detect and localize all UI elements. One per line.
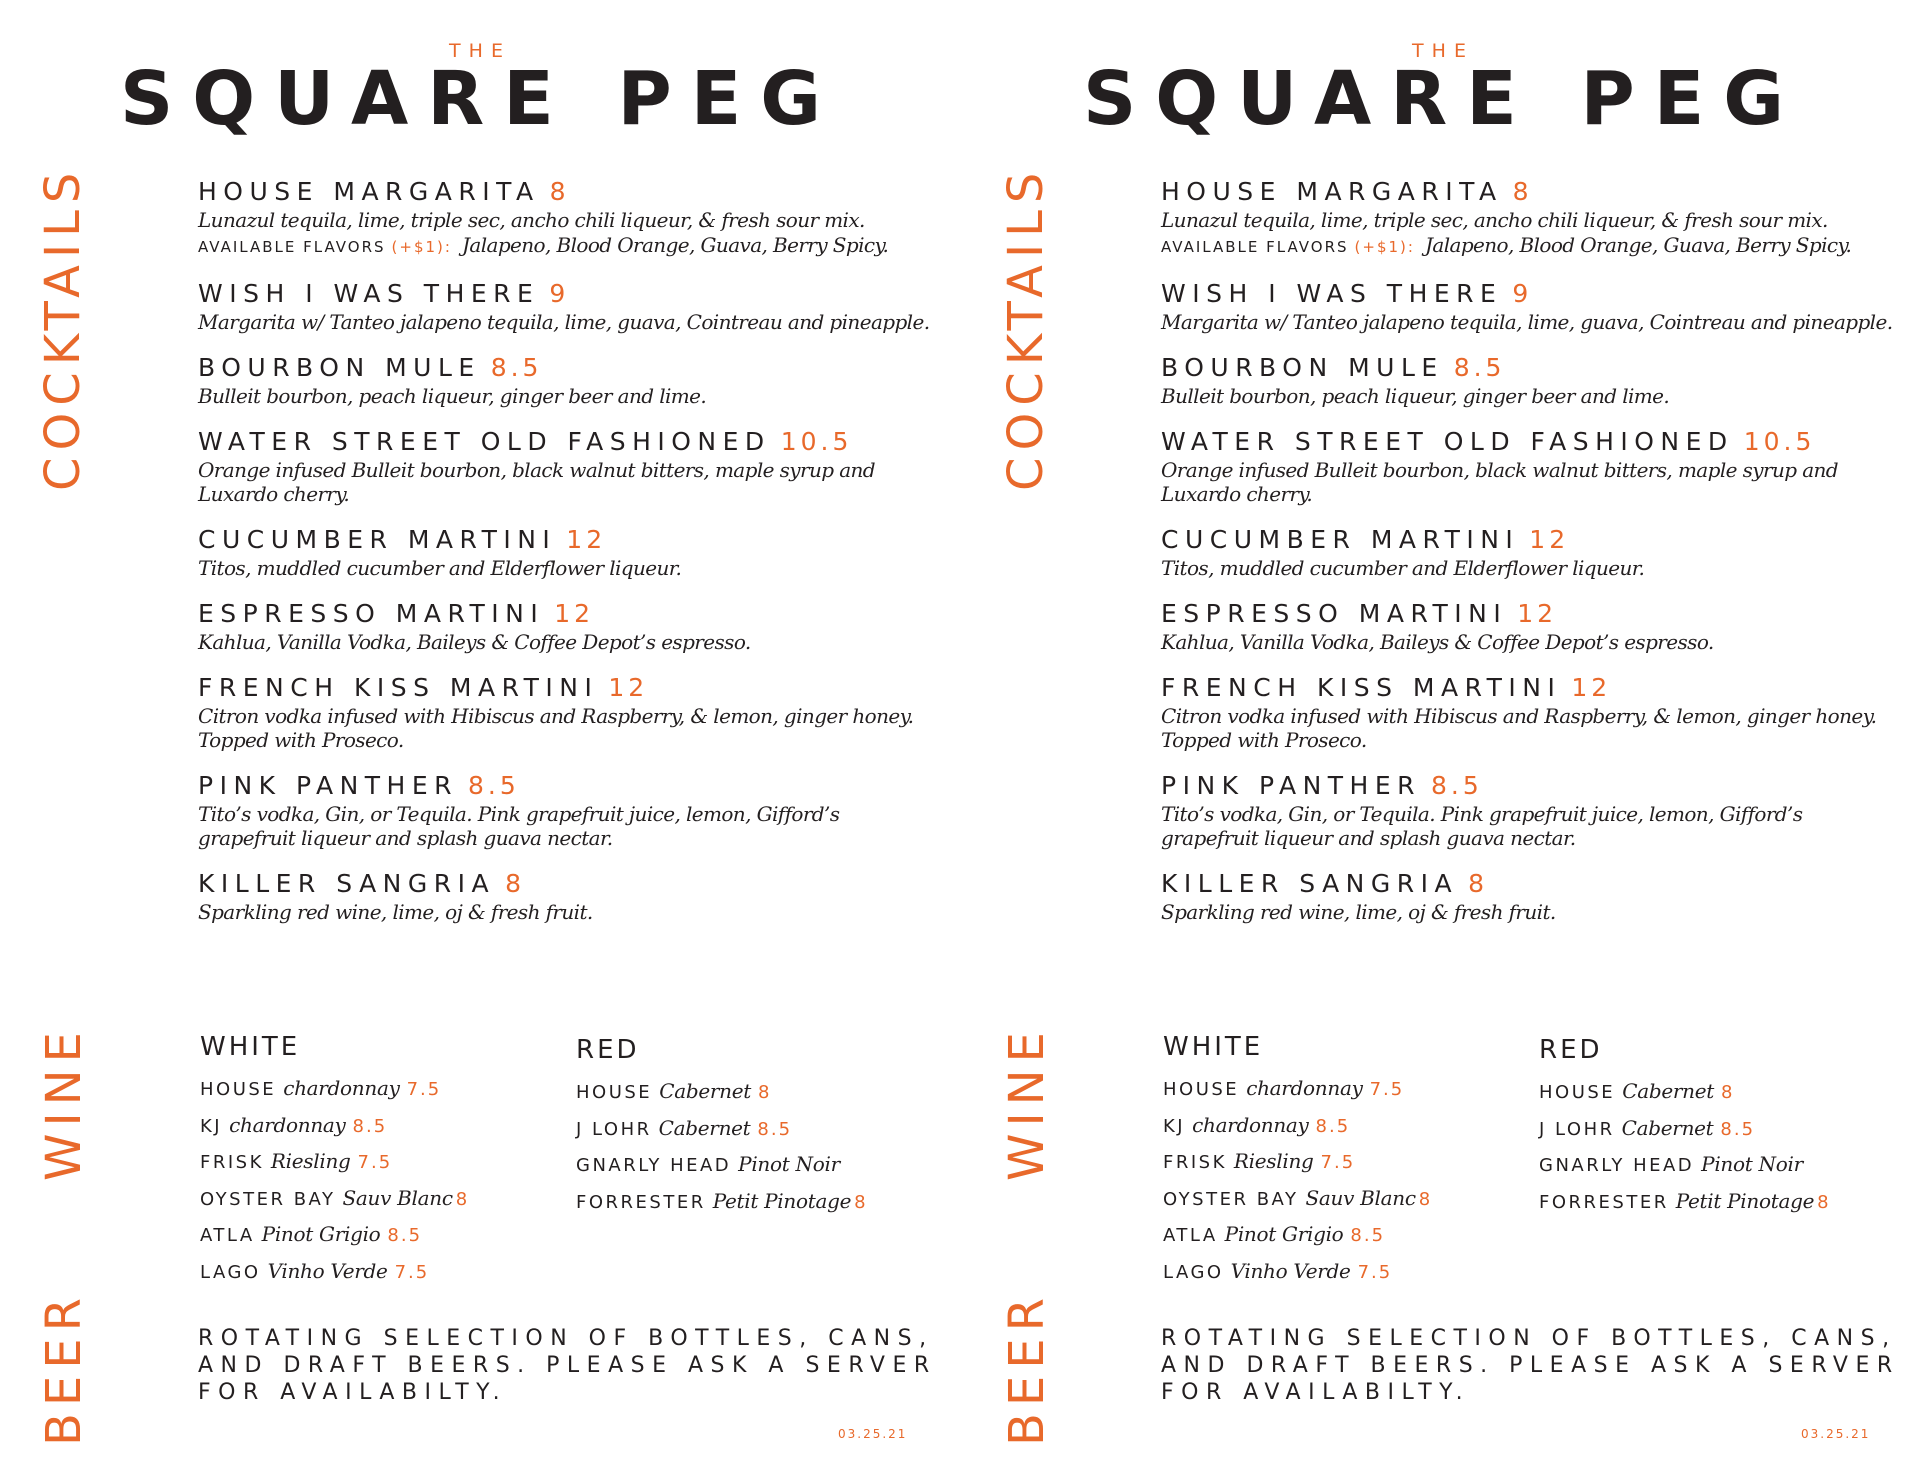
menu-date: 03.25.21 <box>1801 1427 1871 1441</box>
section-label-cocktails: COCKTAILS <box>998 165 1054 491</box>
cocktail-name: FRENCH KISS MARTINI <box>198 673 599 702</box>
red-wine-heading: RED <box>1539 1035 1603 1065</box>
flavors-label: AVAILABLE FLAVORS <box>198 238 386 256</box>
red-wine-list <box>1539 1033 1831 1223</box>
red-wine-list <box>576 1033 868 1223</box>
wine-item <box>200 1074 469 1111</box>
cocktail-item <box>1161 176 1901 260</box>
cocktail-item <box>198 426 938 506</box>
cocktail-name-line <box>198 672 938 704</box>
cocktail-name-line <box>198 598 938 630</box>
wine-price: 8 <box>757 1082 772 1103</box>
cocktail-description: Bulleit bourbon, peach liqueur, ginger beer and lime. <box>198 384 707 408</box>
cocktail-price: 8.5 <box>1431 771 1483 800</box>
cocktail-description: Kahlua, Vanilla Vodka, Baileys & Coffee Depot’s espresso. <box>1161 630 1714 654</box>
wine-producer: OYSTER BAY <box>200 1188 336 1210</box>
cocktail-item <box>198 176 938 260</box>
flavors-list: Jalapeno, Blood Orange, Guava, Berry Spicy. <box>1424 233 1852 257</box>
wine-producer: ATLA <box>200 1225 255 1246</box>
wine-item <box>1539 1077 1831 1114</box>
wine-producer: ATLA <box>1163 1225 1218 1246</box>
wine-price: 8 <box>455 1188 470 1210</box>
wine-variety: Riesling <box>270 1149 351 1173</box>
cocktail-description: Sparkling red wine, lime, oj & fresh fruit. <box>198 900 593 924</box>
cocktail-description: Citron vodka infused with Hibiscus and Raspberry, & lemon, ginger honey. Topped with Proseco. <box>198 704 914 752</box>
wine-variety: chardonnay <box>229 1112 346 1137</box>
cocktail-name-line <box>1161 176 1901 208</box>
wine-producer: HOUSE <box>1539 1082 1616 1103</box>
wine-producer: HOUSE <box>576 1082 653 1103</box>
cocktail-description: Sparkling red wine, lime, oj & fresh fruit. <box>1161 900 1556 924</box>
wine-producer: FORRESTER <box>1539 1191 1669 1213</box>
cocktail-price: 12 <box>1571 673 1612 702</box>
cocktail-name: BOURBON MULE <box>1161 353 1444 382</box>
cocktail-description: Kahlua, Vanilla Vodka, Baileys & Coffee Depot’s espresso. <box>198 630 751 654</box>
cocktail-name-line <box>1161 672 1901 704</box>
wine-producer: GNARLY HEAD <box>576 1155 732 1176</box>
wine-item <box>576 1114 868 1151</box>
section-label-cocktails: COCKTAILS <box>35 165 91 491</box>
cocktail-price: 9 <box>549 279 570 308</box>
wine-producer: KJ <box>200 1115 223 1137</box>
cocktail-name-line <box>198 524 938 556</box>
wine-variety: Riesling <box>1233 1149 1314 1173</box>
header-the: THE <box>1412 40 1474 62</box>
cocktail-item <box>1161 278 1901 334</box>
wine-price: 8.5 <box>1720 1118 1756 1140</box>
cocktail-item <box>198 352 938 408</box>
wine-producer: LAGO <box>1163 1261 1224 1283</box>
cocktail-item <box>198 598 938 654</box>
cocktail-description: Titos, muddled cucumber and Elderflower liqueur. <box>1161 556 1645 580</box>
cocktail-price: 8.5 <box>468 771 520 800</box>
wine-item <box>576 1077 868 1114</box>
wine-item <box>1163 1147 1432 1184</box>
wine-item <box>1163 1220 1432 1257</box>
wine-price: 8 <box>1817 1191 1831 1213</box>
cocktail-item <box>1161 352 1901 408</box>
wine-producer: FORRESTER <box>576 1191 706 1213</box>
wine-producer: J LOHR <box>1539 1118 1615 1140</box>
white-wine-heading: WHITE <box>1163 1032 1264 1062</box>
cocktail-price: 8.5 <box>490 353 543 382</box>
cocktail-list <box>198 176 938 942</box>
cocktail-name-line <box>1161 278 1901 310</box>
cocktail-name: HOUSE MARGARITA <box>198 177 540 206</box>
cocktail-name: BOURBON MULE <box>198 353 481 382</box>
available-flavors <box>198 232 938 260</box>
cocktail-name: CUCUMBER MARTINI <box>198 525 557 554</box>
cocktail-item <box>1161 770 1901 850</box>
wine-producer: LAGO <box>200 1261 261 1283</box>
cocktail-description: Tito’s vodka, Gin, or Tequila. Pink grapefruit juice, lemon, Gifford’s grapefruit liqueur and splash guava nectar. <box>198 802 840 850</box>
cocktail-price: 9 <box>1512 279 1533 308</box>
beer-description: ROTATING SELECTION OF BOTTLES, CANS, AND DRAFT BEERS. PLEASE ASK A SERVER FOR AVAILABILTY. <box>198 1326 937 1405</box>
cocktail-description: Orange infused Bulleit bourbon, black walnut bitters, maple syrup and Luxardo cherry. <box>198 458 875 506</box>
flavors-label: AVAILABLE FLAVORS <box>1161 238 1349 256</box>
header-the: THE <box>449 40 511 62</box>
cocktail-name-line <box>1161 770 1901 802</box>
cocktail-price: 12 <box>566 525 607 554</box>
cocktail-price: 12 <box>554 599 595 628</box>
menu-date: 03.25.21 <box>838 1427 908 1441</box>
wine-producer: KJ <box>1163 1115 1186 1137</box>
cocktail-name: PINK PANTHER <box>1161 771 1422 800</box>
wine-price: 8 <box>854 1191 868 1213</box>
cocktail-price: 10.5 <box>1743 427 1816 456</box>
wine-price: 8.5 <box>352 1115 388 1137</box>
wine-price: 8.5 <box>757 1118 793 1140</box>
wine-item <box>576 1150 868 1187</box>
section-label-beer: BEER <box>999 1291 1055 1446</box>
cocktail-name-line <box>1161 598 1901 630</box>
cocktail-name: FRENCH KISS MARTINI <box>1161 673 1562 702</box>
wine-variety: Pinot Grigio <box>1224 1222 1344 1246</box>
cocktail-name-line <box>198 868 938 900</box>
cocktail-item <box>198 278 938 334</box>
wine-producer: FRISK <box>200 1152 264 1173</box>
wine-variety: Vinho Verde <box>267 1258 388 1283</box>
wine-item <box>200 1147 469 1184</box>
cocktail-price: 10.5 <box>780 427 853 456</box>
wine-variety: Sauv Blanc <box>342 1185 453 1210</box>
flavors-list: Jalapeno, Blood Orange, Guava, Berry Spicy. <box>461 233 889 257</box>
wine-variety: chardonnay <box>283 1076 400 1100</box>
wine-price: 7.5 <box>1357 1261 1393 1283</box>
cocktail-name-line <box>198 770 938 802</box>
wine-item <box>200 1111 469 1148</box>
wine-item <box>200 1257 469 1294</box>
cocktail-price: 12 <box>1529 525 1570 554</box>
wine-price: 8.5 <box>387 1225 423 1246</box>
cocktail-name-line <box>198 278 938 310</box>
cocktail-name: HOUSE MARGARITA <box>1161 177 1503 206</box>
wine-producer: HOUSE <box>200 1079 277 1100</box>
wine-producer: HOUSE <box>1163 1079 1240 1100</box>
cocktail-item <box>198 770 938 850</box>
section-label-beer: BEER <box>36 1291 92 1446</box>
cocktail-list <box>1161 176 1901 942</box>
cocktail-name-line <box>198 426 938 458</box>
flavors-price: (+$1): <box>391 238 452 256</box>
wine-item <box>1539 1150 1831 1187</box>
cocktail-item <box>198 672 938 752</box>
cocktail-name-line <box>1161 426 1901 458</box>
wine-item <box>200 1220 469 1257</box>
cocktail-price: 8 <box>1512 177 1533 206</box>
wine-item <box>576 1187 868 1224</box>
cocktail-name-line <box>198 352 938 384</box>
wine-item <box>1163 1074 1432 1111</box>
section-label-wine: WINE <box>36 1025 92 1181</box>
white-wine-list <box>200 1030 469 1293</box>
cocktail-description: Tito’s vodka, Gin, or Tequila. Pink grapefruit juice, lemon, Gifford’s grapefruit liqueur and splash guava nectar. <box>1161 802 1803 850</box>
wine-price: 7.5 <box>1369 1079 1405 1100</box>
wine-variety: Cabernet <box>658 1115 751 1140</box>
wine-price: 7.5 <box>357 1152 393 1173</box>
wine-variety: chardonnay <box>1192 1112 1309 1137</box>
wine-price: 8.5 <box>1315 1115 1351 1137</box>
wine-item <box>1163 1111 1432 1148</box>
beer-description: ROTATING SELECTION OF BOTTLES, CANS, AND DRAFT BEERS. PLEASE ASK A SERVER FOR AVAILABILTY. <box>1161 1326 1900 1405</box>
wine-variety: Pinot Noir <box>738 1152 840 1176</box>
wine-item <box>1539 1114 1831 1151</box>
cocktail-name: ESPRESSO MARTINI <box>1161 599 1508 628</box>
menu-page-right <box>963 0 1920 1484</box>
cocktail-name-line <box>198 176 938 208</box>
cocktail-item <box>198 524 938 580</box>
cocktail-price: 12 <box>1517 599 1558 628</box>
available-flavors <box>1161 232 1901 260</box>
cocktail-description: Lunazul tequila, lime, triple sec, ancho chili liqueur, & fresh sour mix. <box>198 208 865 232</box>
restaurant-title: SQUARE PEG <box>1082 56 1804 142</box>
wine-item <box>1163 1257 1432 1294</box>
cocktail-price: 8 <box>549 177 570 206</box>
cocktail-name: KILLER SANGRIA <box>198 869 496 898</box>
wine-variety: Pinot Noir <box>1701 1152 1803 1176</box>
wine-item <box>1539 1187 1831 1224</box>
wine-variety: Vinho Verde <box>1230 1258 1351 1283</box>
wine-price: 8.5 <box>1350 1225 1386 1246</box>
cocktail-name-line <box>1161 524 1901 556</box>
cocktail-item <box>1161 524 1901 580</box>
cocktail-name: WATER STREET OLD FASHIONED <box>198 427 771 456</box>
wine-variety: chardonnay <box>1246 1076 1363 1100</box>
wine-price: 7.5 <box>394 1261 430 1283</box>
cocktail-name: CUCUMBER MARTINI <box>1161 525 1520 554</box>
wine-variety: Pinot Grigio <box>261 1222 381 1246</box>
wine-variety: Cabernet <box>659 1079 751 1103</box>
wine-variety: Petit Pinotage <box>712 1188 852 1213</box>
cocktail-price: 12 <box>608 673 649 702</box>
wine-variety: Cabernet <box>1621 1115 1714 1140</box>
wine-variety: Sauv Blanc <box>1305 1185 1416 1210</box>
cocktail-name: WISH I WAS THERE <box>1161 279 1503 308</box>
cocktail-item <box>1161 868 1901 924</box>
cocktail-description: Lunazul tequila, lime, triple sec, ancho chili liqueur, & fresh sour mix. <box>1161 208 1828 232</box>
cocktail-price: 8 <box>1468 869 1488 898</box>
cocktail-name: KILLER SANGRIA <box>1161 869 1459 898</box>
wine-producer: OYSTER BAY <box>1163 1188 1299 1210</box>
cocktail-item <box>1161 426 1901 506</box>
wine-price: 8 <box>1418 1188 1433 1210</box>
cocktail-description: Bulleit bourbon, peach liqueur, ginger beer and lime. <box>1161 384 1670 408</box>
cocktail-price: 8 <box>505 869 525 898</box>
cocktail-description: Orange infused Bulleit bourbon, black walnut bitters, maple syrup and Luxardo cherry. <box>1161 458 1838 506</box>
wine-item <box>1163 1184 1432 1221</box>
wine-variety: Petit Pinotage <box>1675 1188 1815 1213</box>
wine-producer: FRISK <box>1163 1152 1227 1173</box>
wine-item <box>200 1184 469 1221</box>
cocktail-item <box>1161 598 1901 654</box>
restaurant-title: SQUARE PEG <box>119 56 841 142</box>
cocktail-price: 8.5 <box>1453 353 1506 382</box>
cocktail-name: PINK PANTHER <box>198 771 459 800</box>
wine-producer: GNARLY HEAD <box>1539 1155 1695 1176</box>
cocktail-name: WATER STREET OLD FASHIONED <box>1161 427 1734 456</box>
cocktail-description: Margarita w/ Tanteo jalapeno tequila, lime, guava, Cointreau and pineapple. <box>198 310 930 334</box>
red-wine-heading: RED <box>576 1035 640 1065</box>
wine-price: 8 <box>1720 1082 1735 1103</box>
cocktail-name-line <box>1161 868 1901 900</box>
cocktail-description: Titos, muddled cucumber and Elderflower liqueur. <box>198 556 682 580</box>
wine-price: 7.5 <box>1320 1152 1356 1173</box>
cocktail-name: WISH I WAS THERE <box>198 279 540 308</box>
cocktail-name-line <box>1161 352 1901 384</box>
white-wine-list <box>1163 1030 1432 1293</box>
cocktail-item <box>198 868 938 924</box>
cocktail-name: ESPRESSO MARTINI <box>198 599 545 628</box>
wine-variety: Cabernet <box>1622 1079 1714 1103</box>
wine-price: 7.5 <box>406 1079 442 1100</box>
white-wine-heading: WHITE <box>200 1032 301 1062</box>
cocktail-description: Citron vodka infused with Hibiscus and Raspberry, & lemon, ginger honey. Topped with Proseco. <box>1161 704 1877 752</box>
section-label-wine: WINE <box>999 1025 1055 1181</box>
cocktail-description: Margarita w/ Tanteo jalapeno tequila, lime, guava, Cointreau and pineapple. <box>1161 310 1893 334</box>
wine-producer: J LOHR <box>576 1118 652 1140</box>
cocktail-item <box>1161 672 1901 752</box>
flavors-price: (+$1): <box>1354 238 1415 256</box>
